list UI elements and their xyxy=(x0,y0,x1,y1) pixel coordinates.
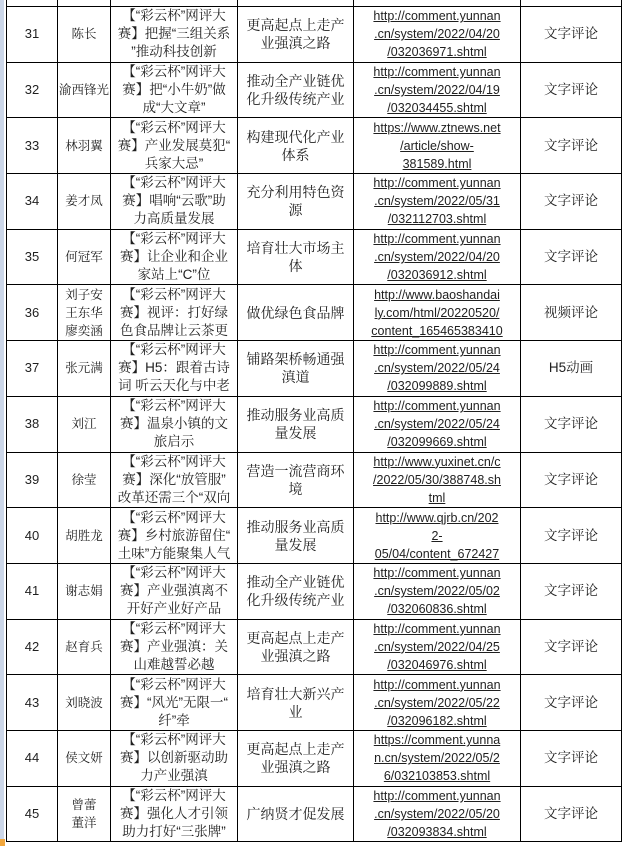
theme-cell: 广纳贤才促发展 xyxy=(238,786,354,842)
url-link[interactable]: https://www.ztnews.net /article/show- 381589.html xyxy=(354,118,521,174)
row-number-cell: 37 xyxy=(7,341,58,397)
type-cell: 文字评论 xyxy=(521,730,622,786)
table-row xyxy=(7,229,622,285)
row-number-cell: 42 xyxy=(7,619,58,675)
table-row xyxy=(7,285,622,341)
url-link[interactable]: http://www.qjrb.cn/202 2- 05/04/content_672427 xyxy=(354,508,521,564)
url-link[interactable]: http://comment.yunnan .cn/system/2022/04/19 /032034455.shtml xyxy=(354,62,521,118)
type-cell: 视频评论 xyxy=(521,285,622,341)
row-number-cell: 35 xyxy=(7,229,58,285)
author-cell: 胡胜龙 xyxy=(58,508,111,564)
submissions-table xyxy=(6,0,622,842)
row-number-cell: 31 xyxy=(7,7,58,63)
theme-cell: 营造一流营商环 境 xyxy=(238,452,354,508)
type-cell: 文字评论 xyxy=(521,786,622,842)
theme-cell: 推动全产业链优 化升级传统产业 xyxy=(238,563,354,619)
sheet-corner-marker xyxy=(0,839,5,846)
row-number-cell: 32 xyxy=(7,62,58,118)
type-cell: 文字评论 xyxy=(521,7,622,63)
title-cell: 【“彩云杯”网评大 赛】强化人才引领 助力打好“三张牌” xyxy=(111,786,238,842)
title-cell: 【“彩云杯”网评大 赛】温泉小镇的文 旅启示 xyxy=(111,396,238,452)
submissions-table-body xyxy=(7,0,622,842)
table-row xyxy=(7,730,622,786)
theme-cell: 做优绿色食品牌 xyxy=(238,285,354,341)
author-cell: 刘晓波 xyxy=(58,675,111,731)
title-cell: 【“彩云杯”网评大 赛】把“小牛奶”做 成“大文章” xyxy=(111,62,238,118)
title-cell: 【“彩云杯”网评大 赛】产业强滇：关 山难越誓必越 xyxy=(111,619,238,675)
table-row xyxy=(7,508,622,564)
url-link[interactable]: http://www.yuxinet.cn/c /2022/05/30/388748.sh tml xyxy=(354,452,521,508)
type-cell: 文字评论 xyxy=(521,174,622,230)
theme-cell: 推动服务业高质 量发展 xyxy=(238,508,354,564)
type-cell: 文字评论 xyxy=(521,62,622,118)
title-cell: 【“彩云杯”网评大 赛】深化“放管服” 改革还需三个“双向 xyxy=(111,452,238,508)
table-row xyxy=(7,396,622,452)
row-number-cell: 39 xyxy=(7,452,58,508)
url-link[interactable]: http://comment.yunnan .cn/system/2022/05/20 /032093834.shtml xyxy=(354,786,521,842)
type-cell: H5动画 xyxy=(521,341,622,397)
author-cell: 姜才凤 xyxy=(58,174,111,230)
theme-cell: 更高起点上走产 业强滇之路 xyxy=(238,730,354,786)
title-cell: 【“彩云杯”网评大 赛】产业发展莫犯“ 兵家大忌” xyxy=(111,118,238,174)
title-cell: 【“彩云杯”网评大 赛】唱响“云歌”助 力高质量发展 xyxy=(111,174,238,230)
theme-cell: 推动服务业高质 量发展 xyxy=(238,396,354,452)
theme-cell: 充分利用特色资 源 xyxy=(238,174,354,230)
title-cell: 【“彩云杯”网评大 赛】产业强滇离不 开好产业好产品 xyxy=(111,563,238,619)
url-link[interactable]: http://www.baoshandai ly.com/html/20220520/ content_165465383410 xyxy=(354,285,521,341)
theme-cell: 推动全产业链优 化升级传统产业 xyxy=(238,62,354,118)
author-cell: 赵育兵 xyxy=(58,619,111,675)
type-cell: 文字评论 xyxy=(521,619,622,675)
type-cell: 文字评论 xyxy=(521,452,622,508)
title-cell: 【“彩云杯”网评大 赛】以创新驱动助 力产业强滇 xyxy=(111,730,238,786)
title-cell: 【“彩云杯”网评大 赛】“风光”无限一“ 纤”牵 xyxy=(111,675,238,731)
row-number-cell: 33 xyxy=(7,118,58,174)
table-row xyxy=(7,786,622,842)
table-row xyxy=(7,341,622,397)
theme-cell: 更高起点上走产 业强滇之路 xyxy=(238,619,354,675)
title-cell: 【“彩云杯”网评大 赛】视评：打好绿 色食品牌让云茶更 xyxy=(111,285,238,341)
row-number-cell: 45 xyxy=(7,786,58,842)
type-cell: 文字评论 xyxy=(521,396,622,452)
title-cell: 【“彩云杯”网评大 赛】乡村旅游留住“ 土味”方能聚集人气 xyxy=(111,508,238,564)
table-row xyxy=(7,62,622,118)
type-cell: 文字评论 xyxy=(521,563,622,619)
row-number-cell: 44 xyxy=(7,730,58,786)
type-cell: 文字评论 xyxy=(521,118,622,174)
table-row xyxy=(7,619,622,675)
type-cell: 文字评论 xyxy=(521,229,622,285)
author-cell: 何冠军 xyxy=(58,229,111,285)
table-row xyxy=(7,7,622,63)
url-link[interactable]: http://comment.yunnan .cn/system/2022/04/25 /032046976.shtml xyxy=(354,619,521,675)
table-row xyxy=(7,675,622,731)
theme-cell: 铺路架桥畅通强 滇道 xyxy=(238,341,354,397)
row-number-cell: 38 xyxy=(7,396,58,452)
author-cell: 侯文妍 xyxy=(58,730,111,786)
url-link[interactable]: http://comment.yunnan .cn/system/2022/04/20 /032036971.shtml xyxy=(354,7,521,63)
author-cell: 刘子安 王东华 廖奕涵 xyxy=(58,285,111,341)
row-number-cell: 41 xyxy=(7,563,58,619)
url-link[interactable]: http://comment.yunnan .cn/system/2022/05/02 /032060836.shtml xyxy=(354,563,521,619)
row-number-cell: 36 xyxy=(7,285,58,341)
url-link[interactable]: http://comment.yunnan .cn/system/2022/05/24 /032099669.shtml xyxy=(354,396,521,452)
title-cell: 【“彩云杯”网评大 赛】把握“三组关系 ”推动科技创新 xyxy=(111,7,238,63)
row-number-cell: 40 xyxy=(7,508,58,564)
author-cell: 刘江 xyxy=(58,396,111,452)
author-cell: 谢志娟 xyxy=(58,563,111,619)
table-row xyxy=(7,118,622,174)
title-cell: 【“彩云杯”网评大 赛】H5：跟着古诗 词 听云天化与中老 xyxy=(111,341,238,397)
type-cell: 文字评论 xyxy=(521,508,622,564)
theme-cell: 更高起点上走产 业强滇之路 xyxy=(238,7,354,63)
theme-cell: 培育壮大新兴产 业 xyxy=(238,675,354,731)
url-link[interactable]: http://comment.yunnan .cn/system/2022/05/31 /032112703.shtml xyxy=(354,174,521,230)
theme-cell: 培育壮大市场主 体 xyxy=(238,229,354,285)
author-cell: 张元满 xyxy=(58,341,111,397)
table-row xyxy=(7,563,622,619)
author-cell: 渝西锋光 xyxy=(58,62,111,118)
theme-cell: 构建现代化产业 体系 xyxy=(238,118,354,174)
author-cell: 林羽翼 xyxy=(58,118,111,174)
title-cell: 【“彩云杯”网评大 赛】让企业和企业 家站上“C”位 xyxy=(111,229,238,285)
url-link[interactable]: http://comment.yunnan .cn/system/2022/05/24 /032099889.shtml xyxy=(354,341,521,397)
url-link[interactable]: http://comment.yunnan .cn/system/2022/05/22 /032096182.shtml xyxy=(354,675,521,731)
author-cell: 陈长 xyxy=(58,7,111,63)
author-cell: 徐莹 xyxy=(58,452,111,508)
row-number-cell: 43 xyxy=(7,675,58,731)
url-link[interactable]: http://comment.yunnan .cn/system/2022/04/20 /032036912.shtml xyxy=(354,229,521,285)
row-number-cell: 34 xyxy=(7,174,58,230)
url-link[interactable]: https://comment.yunna n.cn/system/2022/05/2 6/032103853.shtml xyxy=(354,730,521,786)
type-cell: 文字评论 xyxy=(521,675,622,731)
author-cell: 曾蕾 董洋 xyxy=(58,786,111,842)
table-row xyxy=(7,452,622,508)
table-row xyxy=(7,174,622,230)
sheet-left-margin-strip xyxy=(0,0,4,839)
